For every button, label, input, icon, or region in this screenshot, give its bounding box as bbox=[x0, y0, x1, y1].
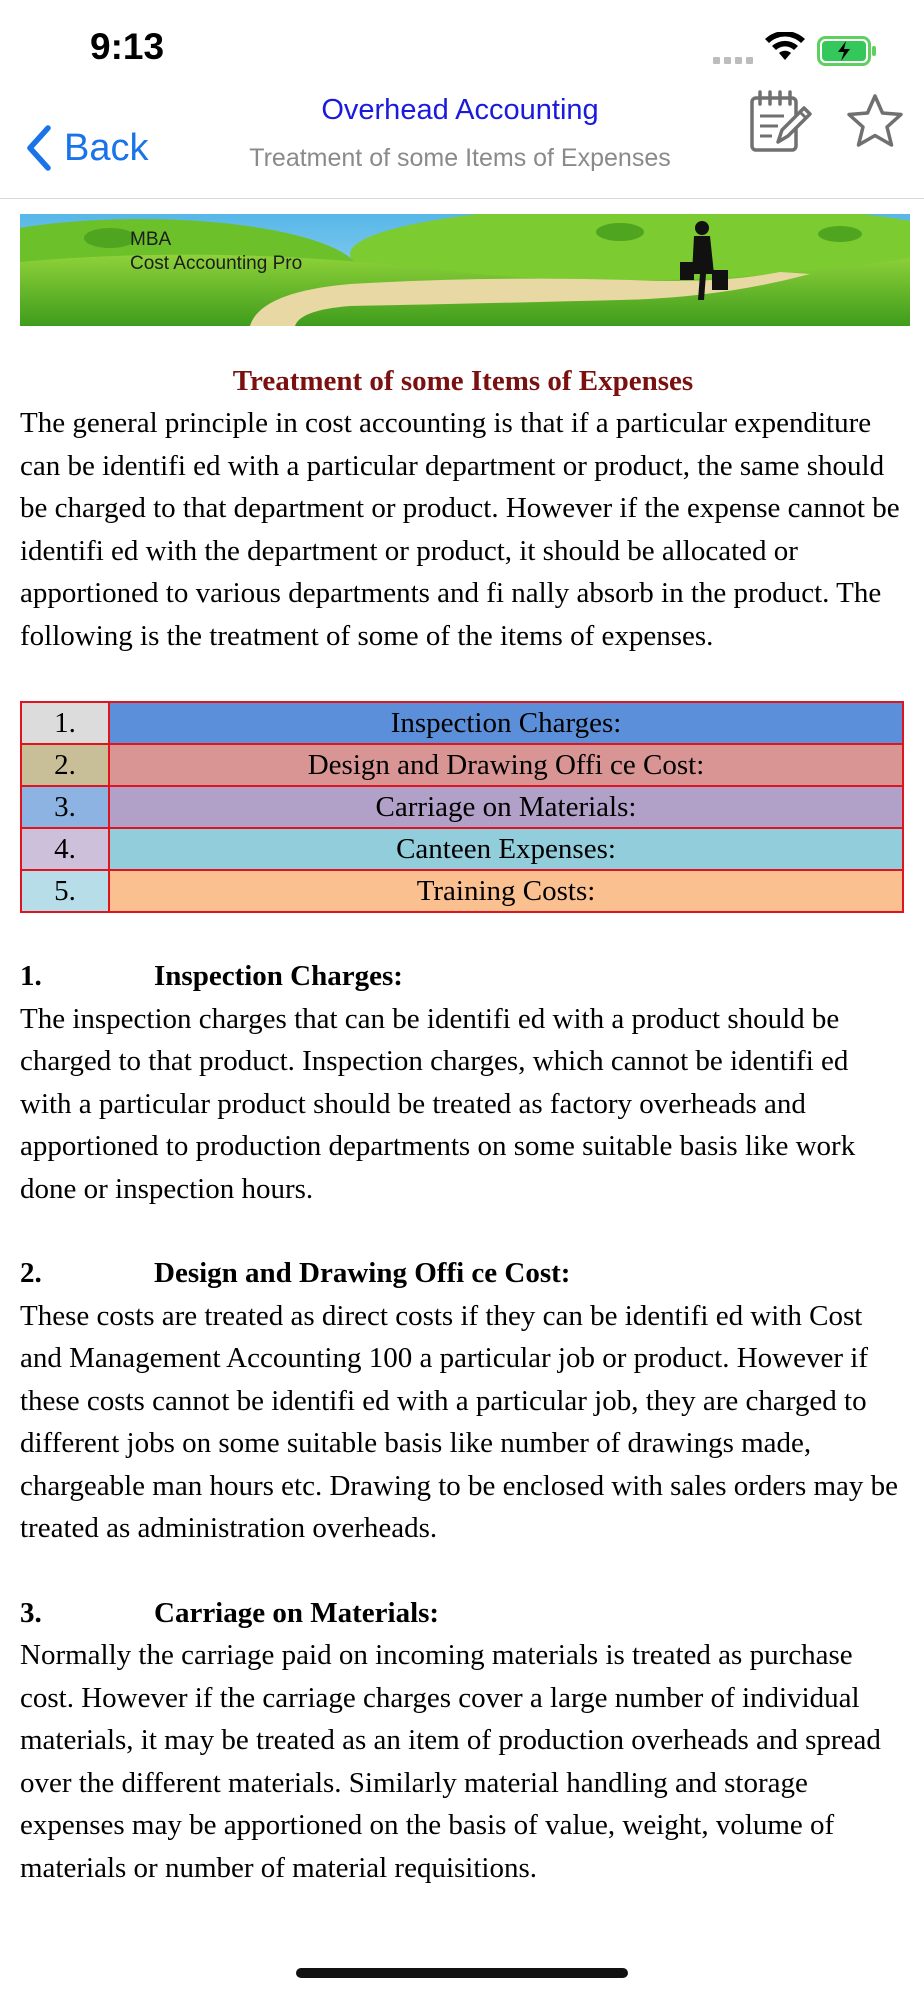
toc-row[interactable] bbox=[21, 786, 903, 828]
section-number: 2. bbox=[20, 1257, 42, 1289]
back-button[interactable] bbox=[24, 120, 148, 176]
banner-text bbox=[130, 228, 302, 276]
star-icon[interactable] bbox=[843, 90, 907, 154]
toc-number: 3. bbox=[21, 786, 109, 828]
section-title bbox=[20, 1592, 906, 1635]
nav-title: Overhead Accounting bbox=[321, 94, 599, 126]
section-body: Normally the carriage paid on incoming materials is treated as purchase cost. However if the carriage charges cover a large number of individual materials, it may be treated as an item of production overheads and spread over the different materials. Similarly material handling and storage expenses may be apportioned on the basis of value, weight, volume of materials or number of material requisitions. bbox=[20, 1639, 881, 1884]
battery-charging-icon bbox=[817, 36, 877, 66]
app-banner bbox=[20, 214, 910, 326]
toc-number: 2. bbox=[21, 744, 109, 786]
section-title-text: Inspection Charges: bbox=[154, 960, 403, 992]
toc-row[interactable] bbox=[21, 744, 903, 786]
article-content bbox=[20, 360, 906, 1889]
chevron-left-icon bbox=[24, 124, 54, 172]
section-title-text: Carriage on Materials: bbox=[154, 1596, 440, 1629]
section-body: These costs are treated as direct costs if they can be identifi ed with Cost and Management Accounting 100 a particular job or product. However if these costs cannot be identifi ed with a particular job, they are charged to different jobs on some suitable basis like number of drawings made, chargeable man hours etc. Drawing to be enclosed with sales orders may be treated as administration overheads. bbox=[20, 1299, 899, 1544]
toc-label[interactable]: Design and Drawing Offi ce Cost: bbox=[109, 744, 903, 786]
banner-line-1: MBA bbox=[130, 229, 172, 250]
navigation-bar bbox=[0, 90, 924, 199]
toc-label[interactable]: Training Costs: bbox=[109, 870, 903, 912]
toc-label[interactable]: Carriage on Materials: bbox=[109, 786, 903, 828]
notes-icon[interactable] bbox=[748, 90, 812, 154]
cellular-signal-icon bbox=[713, 57, 753, 64]
status-time: 9:13 bbox=[90, 26, 165, 67]
toc-number: 4. bbox=[21, 828, 109, 870]
toc-row[interactable] bbox=[21, 828, 903, 870]
banner-line-2: Cost Accounting Pro bbox=[130, 253, 303, 274]
section-number: 3. bbox=[20, 1596, 42, 1629]
status-bar bbox=[0, 0, 924, 90]
section-title-text: Design and Drawing Offi ce Cost: bbox=[154, 1257, 571, 1289]
wifi-icon bbox=[764, 32, 806, 62]
toc-row[interactable] bbox=[21, 702, 903, 744]
article-heading: Treatment of some Items of Expenses bbox=[232, 365, 694, 397]
toc-row[interactable] bbox=[21, 870, 903, 912]
contents-table bbox=[20, 701, 904, 913]
toc-number: 5. bbox=[21, 870, 109, 912]
section-number: 1. bbox=[20, 960, 42, 992]
article-sections bbox=[20, 955, 906, 1889]
intro-paragraph: The general principle in cost accounting is that if a particular expenditure can be identifi ed with a particular department or product, the same should be charged to that department or product. However if the expense cannot be identifi ed with the department or product, it should be allocated or apportioned to various departments and fi nally absorb in the product. The following is the treatment of some of the items of expenses. bbox=[20, 407, 900, 652]
toc-label[interactable]: Canteen Expenses: bbox=[109, 828, 903, 870]
toc-label[interactable]: Inspection Charges: bbox=[109, 702, 903, 744]
section-title bbox=[20, 955, 906, 998]
toc-number: 1. bbox=[21, 702, 109, 744]
home-indicator bbox=[296, 1968, 628, 1978]
section-body: The inspection charges that can be identifi ed with a product should be charged to that product. Inspection charges, which cannot be identifi ed with a particular product should be treated as factory overheads and apportioned to production departments on some suitable basis like work done or inspection hours. bbox=[20, 1002, 856, 1205]
section-title bbox=[20, 1252, 906, 1295]
nav-subtitle: Treatment of some Items of Expenses bbox=[249, 144, 671, 172]
back-label: Back bbox=[64, 126, 149, 169]
